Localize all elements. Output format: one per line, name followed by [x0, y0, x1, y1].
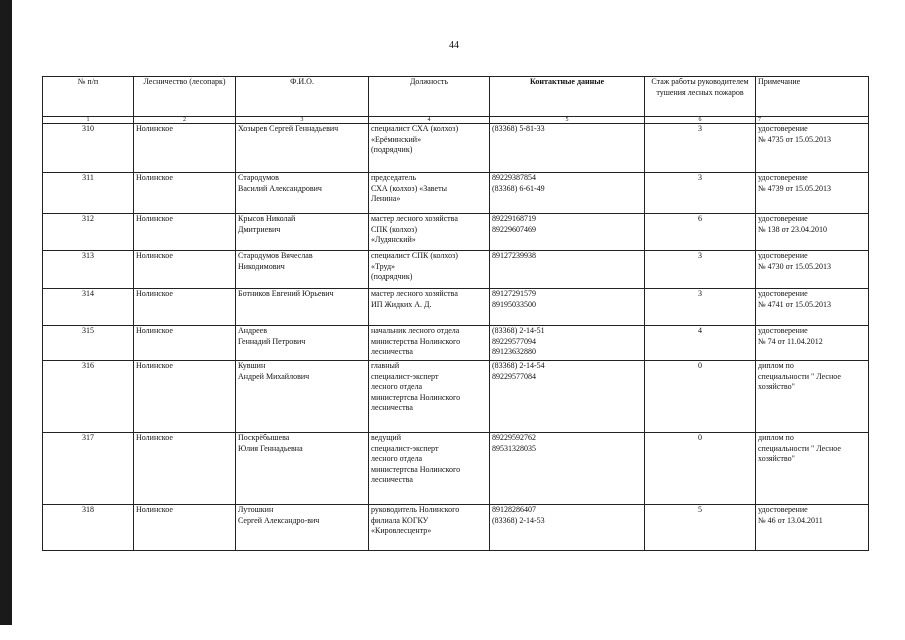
cell-note	[756, 251, 869, 289]
cell-contacts	[490, 505, 645, 551]
table-body	[43, 124, 869, 551]
contact-line: (83368) 6-61-49	[492, 183, 545, 193]
name-line: Ботников Евгений Юрьевич	[238, 289, 334, 298]
cell-note	[756, 214, 869, 251]
name-line: Хозырев Сергей Геннадьевич	[238, 124, 339, 133]
note-line: № 4741 от 15.05.2013	[758, 299, 832, 309]
note-line: диплом по	[758, 361, 794, 370]
header-name: Ф.И.О.	[236, 77, 369, 117]
cell-name	[236, 361, 369, 433]
cell-forestry: Нолинское	[134, 173, 236, 214]
position-line: начальник лесного отдела	[371, 326, 460, 335]
position-line: мастер лесного хозяйства	[371, 289, 458, 298]
contact-line: 89229387854	[492, 173, 536, 182]
position-line: главный	[371, 361, 400, 370]
cell-experience: 6	[645, 214, 756, 251]
position-line: руководитель Нолинского	[371, 505, 460, 514]
name-line: Андрей Михайлович	[238, 371, 310, 381]
cell-number: 316	[43, 361, 134, 433]
cell-name	[236, 251, 369, 289]
page-number: 44	[449, 40, 459, 51]
position-line: «Ерёминский»	[371, 134, 422, 144]
cell-contacts	[490, 124, 645, 173]
column-number: 3	[236, 117, 369, 124]
name-line: Андреев	[238, 326, 268, 335]
note-line: удостоверение	[758, 505, 808, 514]
table-row	[43, 251, 869, 289]
cell-forestry: Нолинское	[134, 214, 236, 251]
cell-note	[756, 289, 869, 326]
name-line: Никодимович	[238, 261, 285, 271]
cell-contacts	[490, 214, 645, 251]
table-row	[43, 289, 869, 326]
cell-note	[756, 433, 869, 505]
cell-contacts	[490, 433, 645, 505]
position-line: СХА (колхоз) «Заветы	[371, 183, 447, 193]
contact-line: (83368) 2-14-53	[492, 515, 545, 525]
note-line: диплом по	[758, 433, 794, 442]
note-line: хозяйство"	[758, 454, 795, 463]
column-number: 4	[369, 117, 490, 124]
table-row	[43, 173, 869, 214]
cell-forestry: Нолинское	[134, 505, 236, 551]
cell-experience: 3	[645, 289, 756, 326]
column-number: 6	[645, 117, 756, 124]
column-number: 5	[490, 117, 645, 124]
cell-position	[369, 505, 490, 551]
column-number: 7	[756, 117, 869, 124]
header-position: Должность	[369, 77, 490, 117]
contact-line: (83368) 5-81-33	[492, 124, 545, 133]
table-row	[43, 214, 869, 251]
cell-name	[236, 326, 369, 361]
cell-position	[369, 173, 490, 214]
cell-forestry: Нолинское	[134, 326, 236, 361]
staff-table	[42, 76, 869, 551]
note-line: удостоверение	[758, 251, 808, 260]
position-line: специалист СПК (колхоз)	[371, 251, 458, 260]
cell-name	[236, 214, 369, 251]
cell-name	[236, 433, 369, 505]
cell-contacts	[490, 251, 645, 289]
contact-line: 89195033500	[492, 299, 536, 309]
note-line: № 74 от 11.04.2012	[758, 336, 823, 346]
position-line: министертсва Нолинского	[371, 464, 461, 474]
contact-line: 89531328035	[492, 443, 536, 453]
cell-experience: 3	[645, 251, 756, 289]
table-row	[43, 361, 869, 433]
cell-experience: 4	[645, 326, 756, 361]
cell-number: 317	[43, 433, 134, 505]
cell-number: 310	[43, 124, 134, 173]
cell-experience: 3	[645, 173, 756, 214]
cell-position	[369, 326, 490, 361]
position-line: лесничества	[371, 475, 413, 484]
contact-line: 89123632880	[492, 347, 536, 356]
cell-name	[236, 505, 369, 551]
position-line: специалист-эксперт	[371, 371, 439, 381]
table-row	[43, 124, 869, 173]
header-row	[43, 77, 869, 117]
note-line: специальности " Лесное	[758, 443, 841, 453]
header-number: № п/п	[43, 77, 134, 117]
cell-note	[756, 326, 869, 361]
note-line: удостоверение	[758, 289, 808, 298]
position-line: председатель	[371, 173, 416, 182]
cell-name	[236, 289, 369, 326]
position-line: мастер лесного хозяйства	[371, 214, 458, 223]
cell-note	[756, 361, 869, 433]
cell-note	[756, 505, 869, 551]
position-line: СПК (колхоз)	[371, 224, 417, 234]
cell-number: 315	[43, 326, 134, 361]
cell-contacts	[490, 361, 645, 433]
position-line: «Кировлесцентр»	[371, 526, 432, 535]
name-line: Василий Александрович	[238, 183, 322, 193]
note-line: хозяйство"	[758, 382, 795, 391]
cell-forestry: Нолинское	[134, 289, 236, 326]
note-line: № 4730 от 15.05.2013	[758, 261, 832, 271]
note-line: № 46 от 13.04.2011	[758, 515, 823, 525]
table-row	[43, 433, 869, 505]
cell-experience: 0	[645, 433, 756, 505]
header-note: Примечание	[756, 77, 869, 117]
column-number-row	[43, 117, 869, 124]
cell-position	[369, 289, 490, 326]
column-number: 1	[43, 117, 134, 124]
contact-line: 89229168719	[492, 214, 536, 223]
position-line: (подрядчик)	[371, 272, 413, 281]
name-line: Дмитриевич	[238, 224, 281, 234]
cell-position	[369, 433, 490, 505]
position-line: специалист СХА (колхоз)	[371, 124, 459, 133]
header-forestry: Лесничество (лесопарк)	[134, 77, 236, 117]
contact-line: (83368) 2-14-54	[492, 361, 545, 370]
position-line: лесничества	[371, 403, 413, 412]
cell-contacts	[490, 289, 645, 326]
cell-forestry: Нолинское	[134, 433, 236, 505]
position-line: специалист-эксперт	[371, 443, 439, 453]
cell-experience: 0	[645, 361, 756, 433]
position-line: министерства Нолинского	[371, 336, 461, 346]
name-line: Поскрёбышева	[238, 433, 290, 442]
position-line: «Лудянский»	[371, 235, 416, 244]
position-line: лесничества	[371, 347, 413, 356]
note-line: специальности " Лесное	[758, 371, 841, 381]
contact-line: 89127239938	[492, 251, 536, 260]
contact-line: 89229577094	[492, 336, 536, 346]
cell-number: 312	[43, 214, 134, 251]
cell-number: 313	[43, 251, 134, 289]
contact-line: 89128286407	[492, 505, 536, 514]
name-line: Стародумов	[238, 173, 279, 182]
cell-note	[756, 124, 869, 173]
column-number: 2	[134, 117, 236, 124]
header-experience: Стаж работы руководителем тушения лесных пожаров	[645, 77, 756, 117]
note-line: удостоверение	[758, 173, 808, 182]
note-line: № 138 от 23.04.2010	[758, 224, 828, 234]
page-edge-bar	[0, 0, 12, 625]
position-line: министертсва Нолинского	[371, 392, 461, 402]
table-row	[43, 505, 869, 551]
position-line: филиала КОГКУ	[371, 515, 429, 525]
cell-name	[236, 124, 369, 173]
cell-name	[236, 173, 369, 214]
cell-contacts	[490, 326, 645, 361]
note-line: удостоверение	[758, 124, 808, 133]
cell-forestry: Нолинское	[134, 251, 236, 289]
cell-forestry: Нолинское	[134, 124, 236, 173]
note-line: удостоверение	[758, 214, 808, 223]
cell-position	[369, 214, 490, 251]
cell-position	[369, 124, 490, 173]
position-line: лесного отдела	[371, 454, 423, 463]
note-line: удостоверение	[758, 326, 808, 335]
cell-forestry: Нолинское	[134, 361, 236, 433]
position-line: «Труд»	[371, 261, 396, 271]
name-line: Сергей Александро-вич	[238, 515, 320, 525]
name-line: Геннадий Петрович	[238, 336, 306, 346]
position-line: ИП Жидких А. Д.	[371, 299, 432, 309]
cell-number: 311	[43, 173, 134, 214]
table-row	[43, 326, 869, 361]
position-line: Ленина»	[371, 194, 401, 203]
contact-line: 89127291579	[492, 289, 536, 298]
cell-experience: 5	[645, 505, 756, 551]
note-line: № 4735 от 15.05.2013	[758, 134, 832, 144]
cell-contacts	[490, 173, 645, 214]
contact-line: 89229577084	[492, 371, 536, 381]
contact-line: 89229592762	[492, 433, 536, 442]
note-line: № 4739 от 15.05.2013	[758, 183, 832, 193]
name-line: Кувшин	[238, 361, 266, 370]
name-line: Крысов Николай	[238, 214, 296, 223]
name-line: Стародумов Вячеслав	[238, 251, 313, 260]
position-line: (подрядчик)	[371, 145, 413, 154]
position-line: ведущий	[371, 433, 401, 442]
cell-note	[756, 173, 869, 214]
header-contacts: Контактные данные	[490, 77, 645, 117]
name-line: Лутошкин	[238, 505, 274, 514]
cell-number: 314	[43, 289, 134, 326]
cell-position	[369, 361, 490, 433]
position-line: лесного отдела	[371, 382, 423, 391]
contact-line: 89229607469	[492, 224, 536, 234]
cell-position	[369, 251, 490, 289]
cell-experience: 3	[645, 124, 756, 173]
name-line: Юлия Геннадьевна	[238, 443, 303, 453]
cell-number: 318	[43, 505, 134, 551]
contact-line: (83368) 2-14-51	[492, 326, 545, 335]
